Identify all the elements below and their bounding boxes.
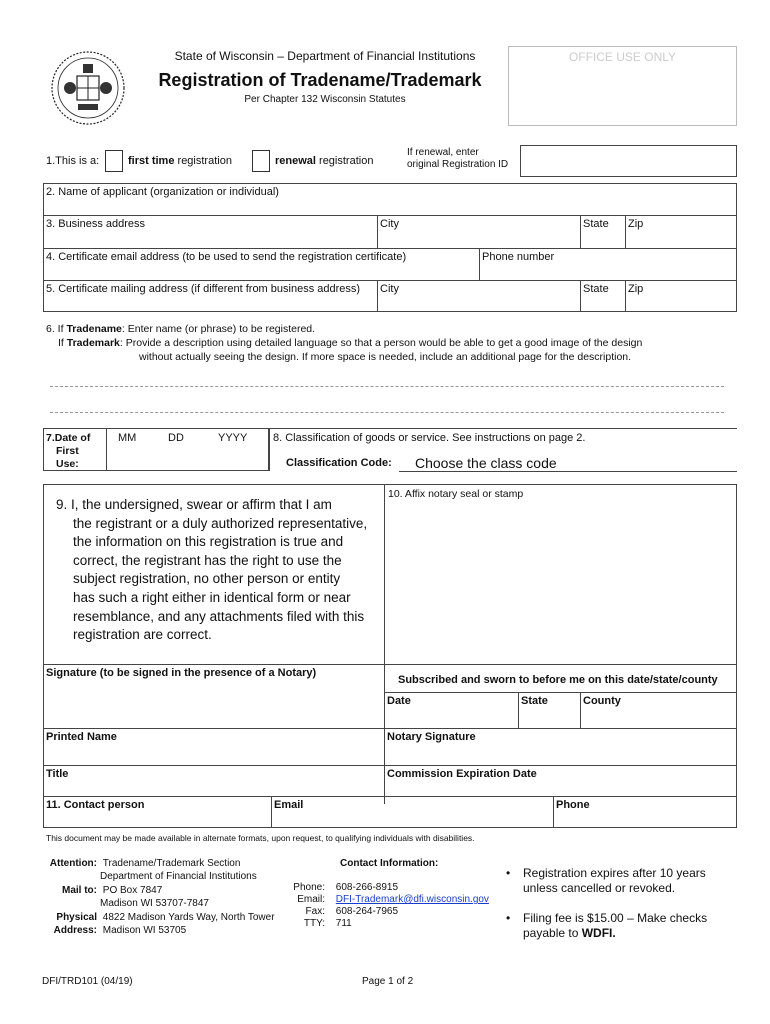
bullet-fee [506, 911, 746, 941]
dfi-fax: 608-264-7965 [335, 906, 399, 917]
bullet2-bold: WDFI. [581, 926, 616, 940]
first-use-yyyy[interactable]: YYYY [218, 432, 248, 444]
phone-label: Phone: [293, 882, 325, 893]
mailing-state-label: State [583, 283, 609, 295]
mailing-city-field[interactable] [377, 280, 580, 312]
renewal-id-input[interactable] [520, 145, 737, 177]
printed-name-label: Printed Name [46, 731, 117, 743]
affirmation-line-3: the information on this registration is true and [73, 534, 344, 550]
info-bullets [506, 866, 746, 941]
signature-field[interactable] [43, 664, 384, 728]
first-time-label [128, 155, 232, 167]
first-use-label-2: First [56, 445, 79, 457]
accessibility-note: This document may be made available in alternate formats, upon request, to qualifying individuals with disabilities. [46, 833, 475, 843]
business-address-label: 3. Business address [46, 218, 146, 230]
business-state-field[interactable] [580, 215, 625, 248]
mailing-address-label: 5. Certificate mailing address (if different from business address) [46, 283, 361, 295]
email-label: Email: [297, 894, 325, 905]
first-use-label-1: 7.Date of [46, 432, 91, 444]
notary-signature-field[interactable] [384, 728, 737, 765]
agency-name: State of Wisconsin – Department of Financial Institutions [174, 49, 476, 63]
affirmation-line-2: the registrant or a duly authorized representative, [73, 515, 368, 531]
printed-name-field[interactable] [43, 728, 384, 765]
attention-line1: Tradename/Trademark Section [102, 858, 241, 869]
title-field[interactable] [43, 765, 384, 797]
first-time-checkbox[interactable] [105, 150, 123, 172]
renewal-rest: registration [315, 155, 374, 167]
q6-tradename-text: : Enter name (or phrase) to be registered. [121, 323, 316, 335]
q6-tradename-line [46, 322, 736, 336]
attention-label: Attention: [49, 858, 97, 869]
bullet2-pre: payable to [523, 926, 582, 940]
bullet1-line2: unless cancelled or revoked. [523, 881, 676, 895]
bullet-dot-icon: • [506, 911, 511, 925]
q6-prefix: 6. If [46, 323, 67, 335]
notary-county-field[interactable] [580, 692, 737, 728]
dfi-tty: 711 [335, 918, 352, 929]
mailing-zip-label: Zip [628, 283, 644, 295]
q6-trademark-line [46, 336, 736, 350]
state-seal-icon [50, 50, 126, 126]
physical-label-1: Physical [56, 912, 97, 923]
signature-label: Signature (to be signed in the presence of a Notary) [46, 667, 317, 679]
applicant-name-label: 2. Name of applicant (organization or individual) [46, 186, 279, 198]
certificate-email-label: 4. Certificate email address (to be used to send the registration certificate) [46, 251, 407, 263]
contact-phone-label: Phone [556, 799, 590, 811]
notary-seal-label: 10. Affix notary seal or stamp [388, 488, 524, 500]
notary-signature-label: Notary Signature [387, 731, 476, 743]
classification-code-select[interactable]: Choose the class code [415, 455, 557, 471]
q6-trademark-prefix: If [58, 337, 67, 349]
form-subtitle: Per Chapter 132 Wisconsin Statutes [244, 94, 406, 105]
physical-label-2: Address: [53, 924, 97, 936]
affirmation-line-7: resemblance, and any attachments filed with this [73, 608, 365, 624]
mail-line1: PO Box 7847 [102, 885, 163, 896]
applicant-name-field[interactable] [43, 183, 737, 215]
business-city-label: City [380, 218, 399, 230]
classification-code-label: Classification Code: [286, 457, 392, 469]
contact-info-title: Contact Information: [340, 858, 439, 869]
bullet1-line1: Registration expires after 10 years [523, 866, 706, 880]
contact-email-label: Email [274, 799, 304, 811]
bullet2-line1: Filing fee is $15.00 – Make checks [523, 911, 708, 925]
commission-expiration-field[interactable] [384, 765, 737, 797]
mailing-address-field[interactable] [43, 280, 377, 312]
affirmation-line-5: subject registration, no other person or entity [73, 571, 341, 587]
q6-trademark-line2: without actually seeing the design. If more space is needed, include an additional page for the description. [139, 351, 632, 363]
contact-person-field[interactable] [43, 796, 271, 828]
mail-label: Mail to: [62, 885, 97, 896]
renewal-id-prompt [407, 147, 508, 171]
business-zip-label: Zip [628, 218, 644, 230]
q6-trademark-text: : Provide a description using detailed language so that a person would be able to get a good image of the design [119, 337, 643, 349]
fax-label: Fax: [305, 906, 325, 917]
first-time-bold: first time [128, 155, 175, 167]
notary-date-label: Date [387, 695, 411, 707]
bullet2-line2 [523, 926, 746, 941]
first-use-label-3: Use: [56, 458, 79, 470]
notary-state-label: State [521, 695, 548, 707]
first-use-mm[interactable]: MM [118, 432, 137, 444]
bullet-dot-icon: • [506, 866, 511, 880]
dfi-email-link[interactable]: DFI-Trademark@dfi.wisconsin.gov [335, 894, 489, 905]
office-use-label: OFFICE USE ONLY [568, 50, 677, 64]
physical-line1: 4822 Madison Yards Way, North Tower [102, 912, 275, 923]
q6-tradename-bold: Tradename [66, 323, 122, 335]
business-zip-field[interactable] [625, 215, 737, 248]
physical-line2: Madison WI 53705 [102, 924, 187, 936]
attention-line2: Department of Financial Institutions [100, 870, 257, 882]
attention-block [40, 858, 275, 937]
business-address-field[interactable] [43, 215, 377, 248]
renewal-id-line1: If renewal, enter [407, 147, 479, 158]
renewal-label [275, 155, 373, 167]
contact-email-field[interactable] [271, 796, 553, 828]
classification-label: 8. Classification of goods or service. See instructions on page 2. [273, 432, 586, 444]
business-city-field[interactable] [377, 215, 580, 248]
renewal-checkbox[interactable] [252, 150, 270, 172]
notary-state-field[interactable] [518, 692, 580, 728]
form-title: Registration of Tradename/Trademark [158, 70, 482, 90]
phone-number-field[interactable] [479, 248, 737, 280]
office-use-box [508, 46, 737, 126]
renewal-bold: renewal [275, 155, 316, 167]
mailing-zip-field[interactable] [625, 280, 737, 312]
form-id: DFI/TRD101 (04/19) [42, 976, 133, 987]
mailing-state-field[interactable] [580, 280, 625, 312]
business-state-label: State [583, 218, 609, 230]
commission-expiration-label: Commission Expiration Date [387, 768, 537, 780]
tty-label: TTY: [303, 918, 325, 929]
affirmation-line-8: registration are correct. [73, 627, 212, 643]
affirmation-line-6: has such a right either in identical form or near [73, 589, 351, 605]
dfi-phone: 608-266-8915 [335, 882, 399, 893]
description-line-2[interactable] [50, 412, 724, 413]
first-use-dd[interactable]: DD [168, 432, 184, 444]
renewal-id-line2: original Registration ID [407, 159, 509, 170]
title-label: Title [46, 768, 69, 780]
contact-person-label: 11. Contact person [46, 799, 145, 811]
description-line-1[interactable] [50, 386, 724, 387]
notary-county-label: County [583, 695, 621, 707]
affirmation-line-4: correct, the registrant has the right to use the [73, 552, 342, 568]
bullet-expiration [506, 866, 746, 896]
first-use-label [46, 432, 90, 471]
mail-line2: Madison WI 53707-7847 [100, 897, 209, 909]
contact-phone-field[interactable] [553, 796, 737, 828]
page-number: Page 1 of 2 [362, 976, 414, 987]
affirmation-text [56, 496, 381, 645]
certificate-email-field[interactable] [43, 248, 479, 280]
contact-info-block [285, 882, 489, 930]
phone-number-label: Phone number [482, 251, 555, 263]
sworn-label: Subscribed and sworn to before me on this date/state/county [398, 674, 718, 686]
q1-label: 1.This is a: [46, 155, 100, 167]
q6-instructions [46, 322, 736, 364]
first-time-rest: registration [174, 155, 232, 167]
notary-date-field[interactable] [384, 692, 518, 728]
affirmation-line-1: 9. I, the undersigned, swear or affirm that I am [56, 497, 332, 512]
mailing-city-label: City [380, 283, 399, 295]
q6-trademark-bold: Trademark [66, 337, 120, 349]
